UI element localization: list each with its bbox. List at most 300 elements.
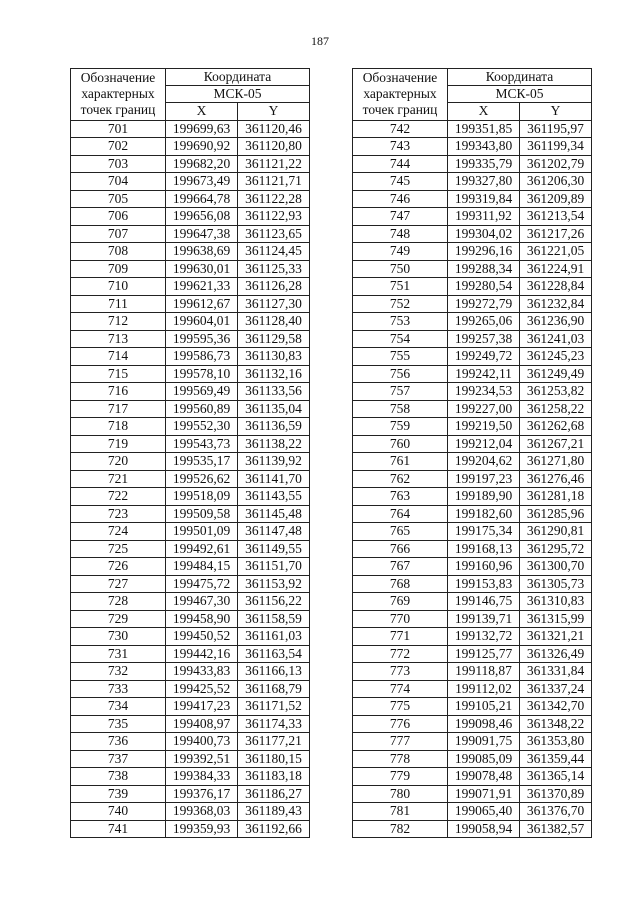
point-number-cell: 762	[353, 470, 448, 488]
y-coordinate-cell: 361143,55	[238, 488, 310, 506]
x-coordinate-cell: 199296,16	[448, 243, 520, 261]
point-number-cell: 745	[353, 173, 448, 191]
point-number-cell: 751	[353, 278, 448, 296]
y-coordinate-cell: 361156,22	[238, 593, 310, 611]
table-row	[353, 173, 592, 191]
header-y: Y	[238, 103, 310, 121]
coordinates-table-right	[352, 68, 592, 838]
table-row	[353, 768, 592, 786]
table-row	[71, 330, 310, 348]
x-coordinate-cell: 199359,93	[166, 820, 238, 838]
point-number-cell: 724	[71, 523, 166, 541]
point-number-cell: 740	[71, 803, 166, 821]
x-coordinate-cell: 199384,33	[166, 768, 238, 786]
point-number-cell: 742	[353, 120, 448, 138]
y-coordinate-cell: 361129,58	[238, 330, 310, 348]
table-row	[353, 820, 592, 838]
table-row	[71, 453, 310, 471]
y-coordinate-cell: 361177,21	[238, 733, 310, 751]
x-coordinate-cell: 199690,92	[166, 138, 238, 156]
table-row	[71, 418, 310, 436]
table-body	[353, 120, 592, 838]
y-coordinate-cell: 361271,80	[520, 453, 592, 471]
y-coordinate-cell: 361121,22	[238, 155, 310, 173]
y-coordinate-cell: 361232,84	[520, 295, 592, 313]
point-number-cell: 715	[71, 365, 166, 383]
table-row	[71, 243, 310, 261]
x-coordinate-cell: 199304,02	[448, 225, 520, 243]
y-coordinate-cell: 361192,66	[238, 820, 310, 838]
y-coordinate-cell: 361300,70	[520, 558, 592, 576]
table-row	[71, 278, 310, 296]
point-number-cell: 756	[353, 365, 448, 383]
y-coordinate-cell: 361151,70	[238, 558, 310, 576]
y-coordinate-cell: 361195,97	[520, 120, 592, 138]
x-coordinate-cell: 199227,00	[448, 400, 520, 418]
point-number-cell: 769	[353, 593, 448, 611]
point-number-cell: 736	[71, 733, 166, 751]
table-row	[71, 645, 310, 663]
x-coordinate-cell: 199458,90	[166, 610, 238, 628]
x-coordinate-cell: 199091,75	[448, 733, 520, 751]
table-row	[353, 190, 592, 208]
point-number-cell: 746	[353, 190, 448, 208]
x-coordinate-cell: 199442,16	[166, 645, 238, 663]
point-number-cell: 726	[71, 558, 166, 576]
y-coordinate-cell: 361166,13	[238, 663, 310, 681]
y-coordinate-cell: 361124,45	[238, 243, 310, 261]
x-coordinate-cell: 199368,03	[166, 803, 238, 821]
table-row	[353, 540, 592, 558]
x-coordinate-cell: 199484,15	[166, 558, 238, 576]
y-coordinate-cell: 361186,27	[238, 785, 310, 803]
x-coordinate-cell: 199656,08	[166, 208, 238, 226]
x-coordinate-cell: 199065,40	[448, 803, 520, 821]
y-coordinate-cell: 361130,83	[238, 348, 310, 366]
x-coordinate-cell: 199638,69	[166, 243, 238, 261]
y-coordinate-cell: 361228,84	[520, 278, 592, 296]
y-coordinate-cell: 361126,28	[238, 278, 310, 296]
header-y: Y	[520, 103, 592, 121]
table-row	[71, 540, 310, 558]
x-coordinate-cell: 199569,49	[166, 383, 238, 401]
point-number-cell: 707	[71, 225, 166, 243]
x-coordinate-cell: 199098,46	[448, 715, 520, 733]
point-number-cell: 778	[353, 750, 448, 768]
x-coordinate-cell: 199630,01	[166, 260, 238, 278]
point-number-cell: 732	[71, 663, 166, 681]
point-number-cell: 757	[353, 383, 448, 401]
x-coordinate-cell: 199501,09	[166, 523, 238, 541]
page-number: 187	[311, 34, 329, 48]
x-coordinate-cell: 199450,52	[166, 628, 238, 646]
x-coordinate-cell: 199242,11	[448, 365, 520, 383]
x-coordinate-cell: 199058,94	[448, 820, 520, 838]
point-number-cell: 737	[71, 750, 166, 768]
point-number-cell: 708	[71, 243, 166, 261]
y-coordinate-cell: 361149,55	[238, 540, 310, 558]
table-row	[353, 733, 592, 751]
x-coordinate-cell: 199673,49	[166, 173, 238, 191]
point-number-cell: 765	[353, 523, 448, 541]
y-coordinate-cell: 361202,79	[520, 155, 592, 173]
table-row	[353, 575, 592, 593]
y-coordinate-cell: 361121,71	[238, 173, 310, 191]
point-number-cell: 747	[353, 208, 448, 226]
x-coordinate-cell: 199204,62	[448, 453, 520, 471]
y-coordinate-cell: 361258,22	[520, 400, 592, 418]
x-coordinate-cell: 199112,02	[448, 680, 520, 698]
table-row	[71, 190, 310, 208]
x-coordinate-cell: 199153,83	[448, 575, 520, 593]
table-row	[353, 295, 592, 313]
table-row	[71, 295, 310, 313]
point-number-cell: 731	[71, 645, 166, 663]
point-number-cell: 759	[353, 418, 448, 436]
header-coordinate	[448, 69, 592, 86]
point-number-cell: 716	[71, 383, 166, 401]
table-row	[71, 750, 310, 768]
table-row	[71, 575, 310, 593]
y-coordinate-cell: 361348,22	[520, 715, 592, 733]
point-number-cell: 714	[71, 348, 166, 366]
table-row	[353, 645, 592, 663]
y-coordinate-cell: 361285,96	[520, 505, 592, 523]
table-row	[71, 260, 310, 278]
table-row	[71, 715, 310, 733]
table-row	[353, 803, 592, 821]
x-coordinate-cell: 199327,80	[448, 173, 520, 191]
point-number-cell: 748	[353, 225, 448, 243]
table-row	[71, 505, 310, 523]
x-coordinate-cell: 199146,75	[448, 593, 520, 611]
table-row	[71, 435, 310, 453]
table-row	[71, 225, 310, 243]
y-coordinate-cell: 361125,33	[238, 260, 310, 278]
x-coordinate-cell: 199682,20	[166, 155, 238, 173]
table-row	[353, 418, 592, 436]
point-number-cell: 713	[71, 330, 166, 348]
table-row	[71, 138, 310, 156]
table-row	[71, 383, 310, 401]
table-row	[71, 173, 310, 191]
point-number-cell: 755	[353, 348, 448, 366]
point-number-cell: 777	[353, 733, 448, 751]
y-coordinate-cell: 361213,54	[520, 208, 592, 226]
x-coordinate-cell: 199400,73	[166, 733, 238, 751]
x-coordinate-cell: 199168,13	[448, 540, 520, 558]
y-coordinate-cell: 361281,18	[520, 488, 592, 506]
table-row	[353, 505, 592, 523]
table-row	[71, 120, 310, 138]
y-coordinate-cell: 361305,73	[520, 575, 592, 593]
point-number-cell: 733	[71, 680, 166, 698]
header-point-designation-line: характерных	[81, 86, 155, 102]
y-coordinate-cell: 361295,72	[520, 540, 592, 558]
point-number-cell: 706	[71, 208, 166, 226]
y-coordinate-cell: 361321,21	[520, 628, 592, 646]
x-coordinate-cell: 199433,83	[166, 663, 238, 681]
y-coordinate-cell: 361168,79	[238, 680, 310, 698]
x-coordinate-cell: 199376,17	[166, 785, 238, 803]
y-coordinate-cell: 361236,90	[520, 313, 592, 331]
x-coordinate-cell: 199257,38	[448, 330, 520, 348]
y-coordinate-cell: 361123,65	[238, 225, 310, 243]
x-coordinate-cell: 199425,52	[166, 680, 238, 698]
table-row	[71, 628, 310, 646]
y-coordinate-cell: 361290,81	[520, 523, 592, 541]
x-coordinate-cell: 199560,89	[166, 400, 238, 418]
y-coordinate-cell: 361147,48	[238, 523, 310, 541]
table-row	[353, 330, 592, 348]
y-coordinate-cell: 361122,93	[238, 208, 310, 226]
y-coordinate-cell: 361183,18	[238, 768, 310, 786]
y-coordinate-cell: 361337,24	[520, 680, 592, 698]
table-row	[71, 820, 310, 838]
y-coordinate-cell: 361370,89	[520, 785, 592, 803]
x-coordinate-cell: 199105,21	[448, 698, 520, 716]
y-coordinate-cell: 361326,49	[520, 645, 592, 663]
y-coordinate-cell: 361141,70	[238, 470, 310, 488]
point-number-cell: 779	[353, 768, 448, 786]
x-coordinate-cell: 199518,09	[166, 488, 238, 506]
point-number-cell: 705	[71, 190, 166, 208]
table-row	[353, 750, 592, 768]
point-number-cell: 727	[71, 575, 166, 593]
point-number-cell: 710	[71, 278, 166, 296]
table-row	[71, 365, 310, 383]
point-number-cell: 709	[71, 260, 166, 278]
table-row	[71, 785, 310, 803]
y-coordinate-cell: 361161,03	[238, 628, 310, 646]
x-coordinate-cell: 199392,51	[166, 750, 238, 768]
y-coordinate-cell: 361206,30	[520, 173, 592, 191]
table-row	[353, 383, 592, 401]
header-point-designation	[71, 69, 166, 121]
point-number-cell: 738	[71, 768, 166, 786]
point-number-cell: 722	[71, 488, 166, 506]
y-coordinate-cell: 361353,80	[520, 733, 592, 751]
y-coordinate-cell: 361153,92	[238, 575, 310, 593]
table-row	[71, 610, 310, 628]
table-row	[353, 400, 592, 418]
y-coordinate-cell: 361365,14	[520, 768, 592, 786]
x-coordinate-cell: 199265,06	[448, 313, 520, 331]
table-row	[71, 698, 310, 716]
point-number-cell: 739	[71, 785, 166, 803]
x-coordinate-cell: 199543,73	[166, 435, 238, 453]
x-coordinate-cell: 199408,97	[166, 715, 238, 733]
point-number-cell: 761	[353, 453, 448, 471]
table-row	[353, 208, 592, 226]
point-number-cell: 735	[71, 715, 166, 733]
point-number-cell: 753	[353, 313, 448, 331]
point-number-cell: 728	[71, 593, 166, 611]
point-number-cell: 766	[353, 540, 448, 558]
header-coordinate-system: МСК-05	[448, 86, 592, 103]
x-coordinate-cell: 199335,79	[448, 155, 520, 173]
table-row	[353, 453, 592, 471]
x-coordinate-cell: 199219,50	[448, 418, 520, 436]
y-coordinate-cell: 361224,91	[520, 260, 592, 278]
x-coordinate-cell: 199078,48	[448, 768, 520, 786]
table-row	[353, 488, 592, 506]
x-coordinate-cell: 199085,09	[448, 750, 520, 768]
table-row	[353, 365, 592, 383]
point-number-cell: 711	[71, 295, 166, 313]
y-coordinate-cell: 361221,05	[520, 243, 592, 261]
x-coordinate-cell: 199647,38	[166, 225, 238, 243]
x-coordinate-cell: 199586,73	[166, 348, 238, 366]
point-number-cell: 720	[71, 453, 166, 471]
point-number-cell: 774	[353, 680, 448, 698]
table-row	[71, 803, 310, 821]
point-number-cell: 701	[71, 120, 166, 138]
table-row	[353, 628, 592, 646]
y-coordinate-cell: 361342,70	[520, 698, 592, 716]
x-coordinate-cell: 199280,54	[448, 278, 520, 296]
table-row	[353, 558, 592, 576]
point-number-cell: 752	[353, 295, 448, 313]
x-coordinate-cell: 199132,72	[448, 628, 520, 646]
table-row	[71, 155, 310, 173]
header-coordinate	[166, 69, 310, 86]
point-number-cell: 760	[353, 435, 448, 453]
table-row	[353, 120, 592, 138]
table-row	[353, 523, 592, 541]
x-coordinate-cell: 199535,17	[166, 453, 238, 471]
y-coordinate-cell: 361359,44	[520, 750, 592, 768]
table-row	[71, 470, 310, 488]
point-number-cell: 721	[71, 470, 166, 488]
table-row	[353, 243, 592, 261]
x-coordinate-cell: 199160,96	[448, 558, 520, 576]
x-coordinate-cell: 199212,04	[448, 435, 520, 453]
header-coordinate-line: Координата	[203, 69, 272, 84]
x-coordinate-cell: 199139,71	[448, 610, 520, 628]
table-row	[71, 400, 310, 418]
x-coordinate-cell: 199467,30	[166, 593, 238, 611]
point-number-cell: 712	[71, 313, 166, 331]
table-row	[353, 225, 592, 243]
y-coordinate-cell: 361120,46	[238, 120, 310, 138]
y-coordinate-cell: 361310,83	[520, 593, 592, 611]
y-coordinate-cell: 361382,57	[520, 820, 592, 838]
header-coordinate-line: Координата	[485, 69, 554, 84]
y-coordinate-cell: 361145,48	[238, 505, 310, 523]
y-coordinate-cell: 361180,15	[238, 750, 310, 768]
point-number-cell: 767	[353, 558, 448, 576]
x-coordinate-cell: 199492,61	[166, 540, 238, 558]
header-coordinate-system: МСК-05	[166, 86, 310, 103]
table-row	[71, 488, 310, 506]
point-number-cell: 750	[353, 260, 448, 278]
x-coordinate-cell: 199612,67	[166, 295, 238, 313]
x-coordinate-cell: 199664,78	[166, 190, 238, 208]
table-row	[353, 470, 592, 488]
x-coordinate-cell: 199175,34	[448, 523, 520, 541]
x-coordinate-cell: 199311,92	[448, 208, 520, 226]
y-coordinate-cell: 361163,54	[238, 645, 310, 663]
header-x: X	[448, 103, 520, 121]
y-coordinate-cell: 361120,80	[238, 138, 310, 156]
point-number-cell: 776	[353, 715, 448, 733]
y-coordinate-cell: 361199,34	[520, 138, 592, 156]
y-coordinate-cell: 361267,21	[520, 435, 592, 453]
point-number-cell: 781	[353, 803, 448, 821]
header-x: X	[166, 103, 238, 121]
table-row	[353, 715, 592, 733]
point-number-cell: 768	[353, 575, 448, 593]
point-number-cell: 764	[353, 505, 448, 523]
point-number-cell: 743	[353, 138, 448, 156]
point-number-cell: 729	[71, 610, 166, 628]
point-number-cell: 754	[353, 330, 448, 348]
point-number-cell: 780	[353, 785, 448, 803]
table-row	[71, 313, 310, 331]
y-coordinate-cell: 361139,92	[238, 453, 310, 471]
header-point-designation-line: характерных	[363, 86, 437, 102]
y-coordinate-cell: 361158,59	[238, 610, 310, 628]
point-number-cell: 719	[71, 435, 166, 453]
point-number-cell: 718	[71, 418, 166, 436]
y-coordinate-cell: 361253,82	[520, 383, 592, 401]
header-point-designation-line: точек границ	[362, 102, 438, 118]
y-coordinate-cell: 361276,46	[520, 470, 592, 488]
header-point-designation	[353, 69, 448, 121]
point-number-cell: 723	[71, 505, 166, 523]
x-coordinate-cell: 199272,79	[448, 295, 520, 313]
point-number-cell: 703	[71, 155, 166, 173]
y-coordinate-cell: 361315,99	[520, 610, 592, 628]
table-row	[353, 260, 592, 278]
x-coordinate-cell: 199319,84	[448, 190, 520, 208]
y-coordinate-cell: 361209,89	[520, 190, 592, 208]
y-coordinate-cell: 361136,59	[238, 418, 310, 436]
table-row	[353, 663, 592, 681]
x-coordinate-cell: 199118,87	[448, 663, 520, 681]
y-coordinate-cell: 361262,68	[520, 418, 592, 436]
x-coordinate-cell: 199071,91	[448, 785, 520, 803]
y-coordinate-cell: 361122,28	[238, 190, 310, 208]
header-point-designation-line: точек границ	[80, 102, 156, 118]
y-coordinate-cell: 361138,22	[238, 435, 310, 453]
point-number-cell: 770	[353, 610, 448, 628]
table-row	[353, 698, 592, 716]
table-row	[353, 435, 592, 453]
point-number-cell: 704	[71, 173, 166, 191]
x-coordinate-cell: 199604,01	[166, 313, 238, 331]
table-row	[71, 523, 310, 541]
header-point-designation-line: Обозначение	[362, 70, 438, 86]
point-number-cell: 741	[71, 820, 166, 838]
y-coordinate-cell: 361127,30	[238, 295, 310, 313]
y-coordinate-cell: 361331,84	[520, 663, 592, 681]
point-number-cell: 744	[353, 155, 448, 173]
table-body	[71, 120, 310, 838]
x-coordinate-cell: 199475,72	[166, 575, 238, 593]
y-coordinate-cell: 361128,40	[238, 313, 310, 331]
point-number-cell: 734	[71, 698, 166, 716]
point-number-cell: 725	[71, 540, 166, 558]
x-coordinate-cell: 199249,72	[448, 348, 520, 366]
x-coordinate-cell: 199578,10	[166, 365, 238, 383]
y-coordinate-cell: 361133,56	[238, 383, 310, 401]
table-row	[353, 680, 592, 698]
y-coordinate-cell: 361135,04	[238, 400, 310, 418]
table-row	[353, 348, 592, 366]
point-number-cell: 758	[353, 400, 448, 418]
